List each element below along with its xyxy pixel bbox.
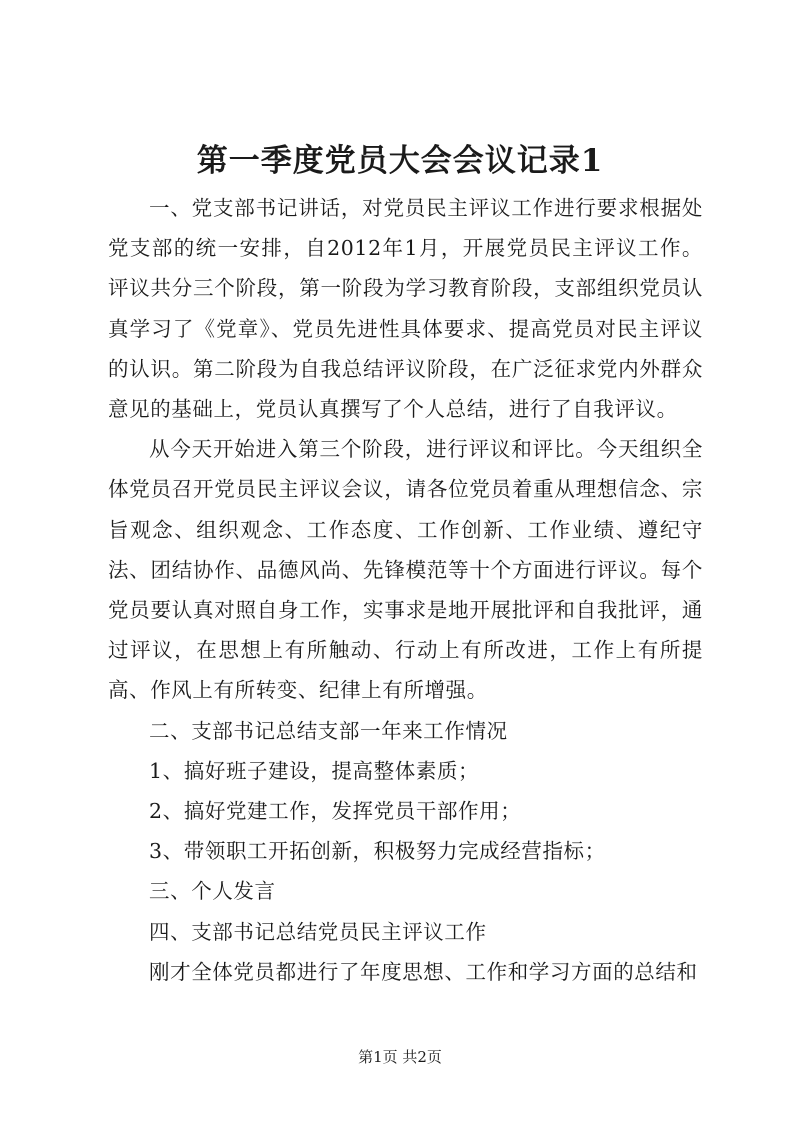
document-body	[108, 188, 703, 992]
section-heading-2: 二、支部书记总结支部一年来工作情况	[149, 718, 508, 743]
paragraph-1: 一、党支部书记讲话，对党员民主评议工作进行要求根据处党支部的统一安排，自2012年1月，开展党员民主评议工作。评议共分三个阶段，第一阶段为学习教育阶段，支部组织党员认真学习了《党章》、党员先进性具体要求、提高党员对民主评议的认识。第二阶段为自我总结评议阶段，在广泛征求党内外群众意见的基础上，党员认真撰写了个人总结，进行了自我评议。	[108, 196, 703, 422]
document-title: 第一季度党员大会会议记录1	[196, 143, 604, 179]
section-heading-4: 四、支部书记总结党员民主评议工作	[149, 919, 487, 944]
list-item-1: 1、搞好班子建设，提高整体素质；	[149, 758, 480, 783]
list-item-3: 3、带领职工开拓创新，积极努力完成经营指标；	[149, 839, 606, 864]
paragraph-2: 从今天开始进入第三个阶段，进行评议和评比。今天组织全体党员召开党员民主评议会议，请各位党员着重从理想信念、宗旨观念、组织观念、工作态度、工作创新、工作业绩、遵纪守法、团结协作、品德风尚、先锋模范等十个方面进行评议。每个党员要认真对照自身工作，实事求是地开展批评和自我批评，通过评议，在思想上有所触动、行动上有所改进，工作上有所提高、作风上有所转变、纪律上有所增强。	[108, 437, 703, 703]
list-item-2: 2、搞好党建工作，发挥党员干部作用；	[149, 799, 522, 824]
paragraph-last: 刚才全体党员都进行了年度思想、工作和学习方面的总结和	[149, 959, 698, 984]
page-footer: 第1页 共2页	[358, 1048, 442, 1066]
section-heading-3: 三、个人发言	[149, 879, 276, 904]
